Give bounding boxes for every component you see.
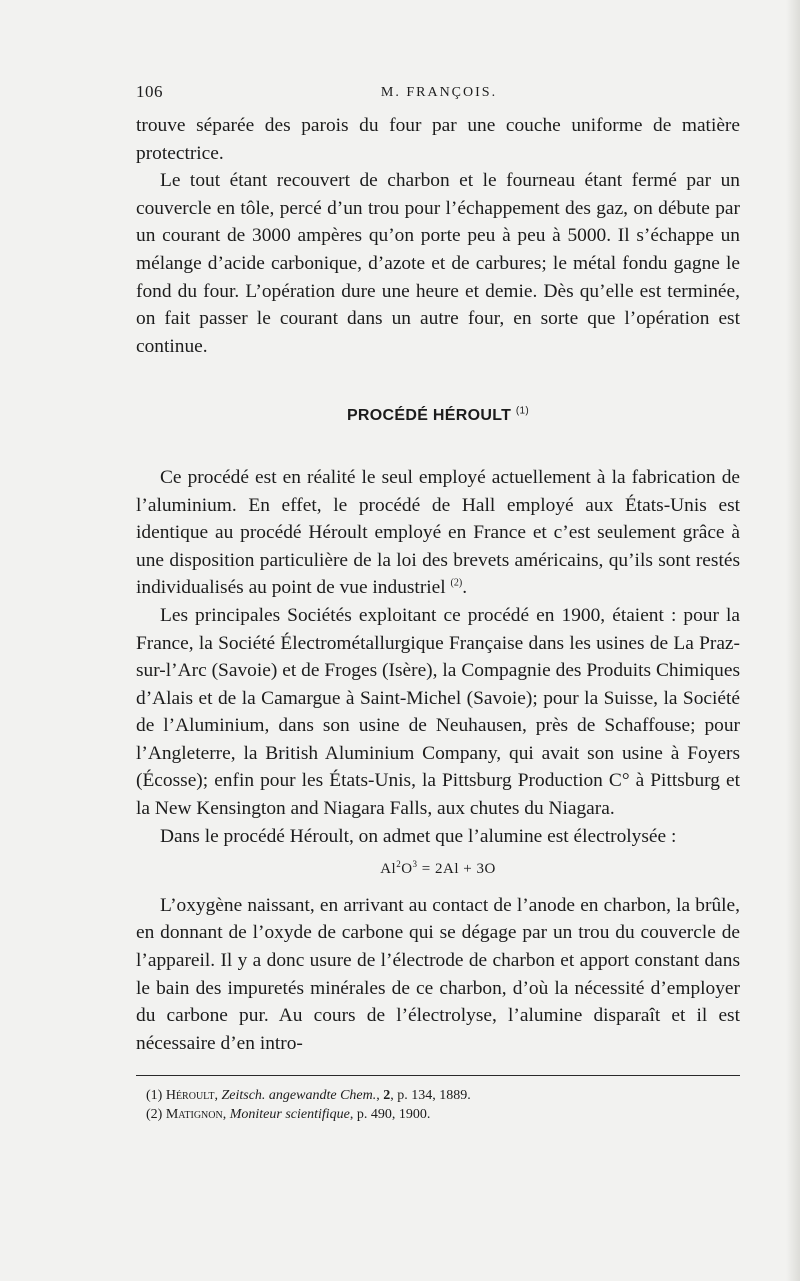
footnote-1-volume: 2 — [383, 1088, 391, 1103]
section-title-text: PROCÉDÉ HÉROULT — [346, 407, 512, 425]
footnote-2-author: Matignon — [165, 1107, 223, 1122]
paragraph-societies: Les principales Sociétés exploitant ce procédé en 1900, étaient : pour la France, la Société Électrométallurgique Française dans les usines de La Praz-sur-l’Arc (Savoie) et de Froges (Isère), la Compagnie des Produits Chimiques d’Alais et de la Camargue à Saint-Michel (Savoie); pour la Suisse, la Société de l’Aluminium, dans son usine de Neuhausen, près de Schaffouse; pour l’Angleterre, la British Aluminium Company, qui avait son usine à Foyers (Écosse); enfin pour les États-Unis, la Pittsburg Production C° à Pittsburg et la New Kensington and Niagara Falls, aux chutes du Niagara. — [136, 604, 740, 820]
running-head: M. FRANÇOIS. — [380, 85, 498, 100]
page-number: 106 — [136, 82, 163, 101]
footnote-2-mark: (2) — [146, 1107, 163, 1122]
paragraph-procede-end: . — [462, 577, 468, 599]
footnote-ref-2: (2) — [450, 577, 463, 589]
formula-al: Al — [380, 861, 397, 878]
footnote-divider — [136, 1075, 740, 1076]
footnote-1: (1) Héroult, Zeitsch. angewandte Chem., 2, p. 134, 1889. — [146, 1088, 471, 1103]
section-title-footnote-ref: (1) — [515, 406, 530, 418]
footnote-1-author: Héroult — [165, 1088, 215, 1103]
footnotes — [146, 1086, 740, 1124]
formula-al-subscript: 2 — [396, 859, 402, 870]
footnote-2-rest: , p. 490, 1900. — [349, 1107, 431, 1122]
paragraph-furnace-operation: Le tout étant recouvert de charbon et le fourneau étant fermé par un couvercle en tôle, percé d’un trou pour l’échappement des gaz, on débute par un courant de 3000 ampères qu’on porte peu à peu à 5000. Il s’échappe un mélange d’acide carbonique, d’azote et de carbures; le métal fondu gagne le fond du four. L’opération dure une heure et demie. Dès qu’elle est terminée, on fait passer le courant dans un autre four, en sorte que l’opération est continue. — [136, 170, 740, 357]
page-edge-shadow — [786, 0, 800, 1281]
footnote-1-journal: Zeitsch. angewandte Chem. — [221, 1088, 377, 1103]
paragraph-continued: trouve séparée des parois du four par une couche uniforme de matière protectrice. — [136, 115, 740, 164]
page-header — [136, 82, 742, 110]
formula-o: O — [401, 861, 413, 878]
page-body — [136, 112, 740, 1057]
footnote-1-rest: , p. 134, 1889. — [390, 1088, 471, 1103]
paragraph-procede-description — [136, 464, 740, 602]
formula-o-subscript: 3 — [412, 859, 418, 870]
footnote-2: (2) Matignon, Moniteur scientifique, p. 490, 1900. — [146, 1107, 431, 1122]
chemical-equation — [136, 856, 740, 884]
paragraph-oxygen-anode: L’oxygène naissant, en arrivant au contact de l’anode en charbon, la brûle, en donnant de l’oxyde de carbone qui se dégage par un trou du couvercle de l’appareil. Il y a donc usure de l’électrode de charbon et apport constant dans le bain des impuretés minérales de ce charbon, d’où la nécessité d’employer du carbone pur. Au cours de l’électrolyse, l’alumine disparaît et il est nécessaire d’en intro- — [136, 894, 740, 1054]
section-title — [136, 402, 740, 430]
footnote-2-journal: Moniteur scientifique — [229, 1107, 350, 1122]
paragraph-procede-text: Ce procédé est en réalité le seul employé actuellement à la fabrication de l’aluminium. En effet, le procédé de Hall employé aux États-Unis est identique au procédé Héroult employé en France et c’est seulement grâce à une disposition particulière de la loi des brevets américains, qu’ils sont restés individualisés au point de vue industriel — [136, 466, 740, 599]
footnote-1-mark: (1) — [146, 1088, 163, 1103]
formula-rhs: = 2Al + 3O — [417, 861, 496, 878]
paragraph-electrolysis-intro: Dans le procédé Héroult, on admet que l’alumine est électrolysée : — [160, 825, 677, 847]
